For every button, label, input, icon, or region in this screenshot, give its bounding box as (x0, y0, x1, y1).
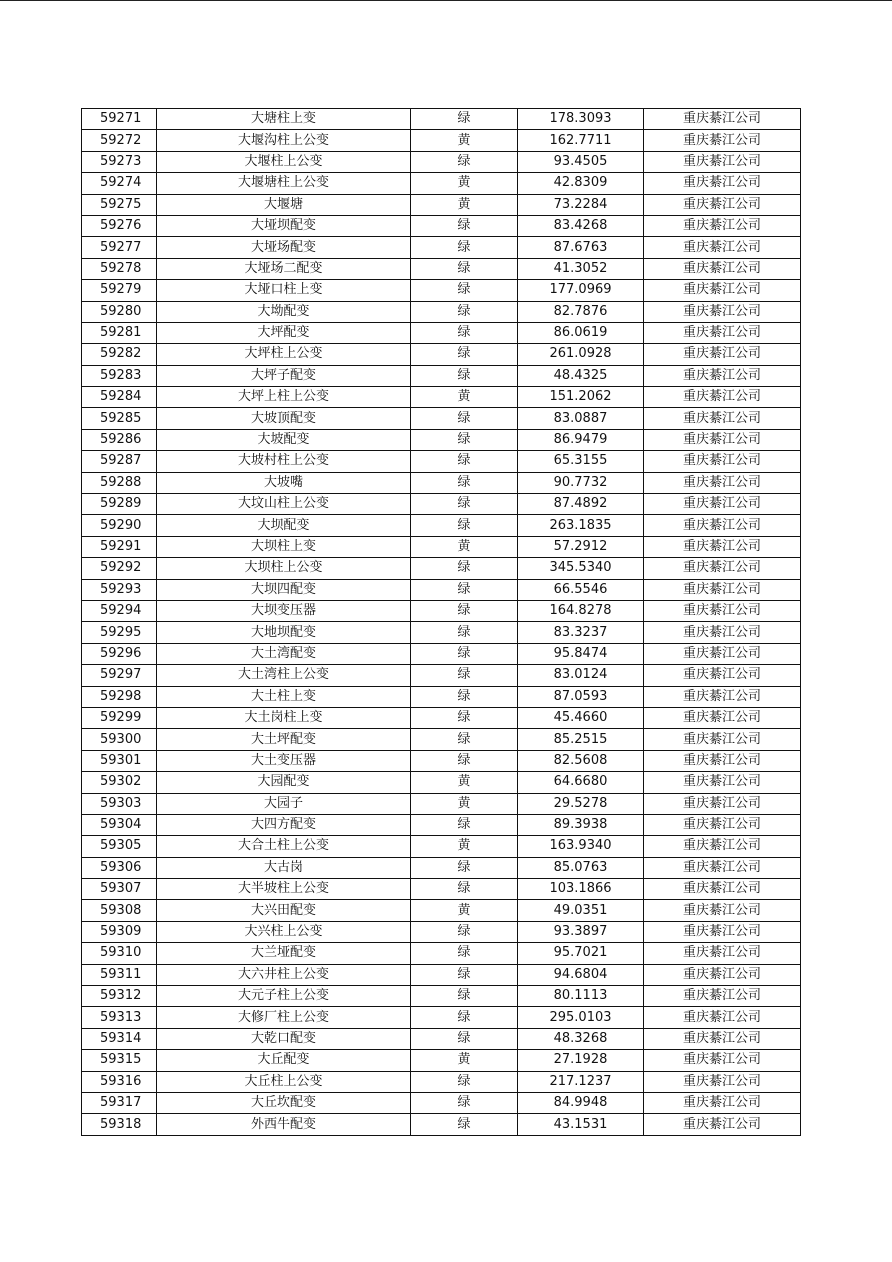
row-id-cell: 59282 (82, 344, 157, 365)
table-row (82, 900, 801, 921)
row-id-cell: 59300 (82, 729, 157, 750)
table-row (82, 365, 801, 386)
company-cell: 重庆綦江公司 (644, 964, 801, 985)
value-cell: 163.9340 (518, 836, 644, 857)
row-id-cell: 59271 (82, 109, 157, 130)
status-color-cell: 绿 (411, 879, 518, 900)
value-cell: 65.3155 (518, 451, 644, 472)
table-row (82, 1071, 801, 1092)
table-row (82, 793, 801, 814)
transformer-name-cell: 大修厂柱上公变 (157, 1007, 411, 1028)
value-cell: 87.0593 (518, 686, 644, 707)
company-cell: 重庆綦江公司 (644, 600, 801, 621)
transformer-name-cell: 大坡嘴 (157, 472, 411, 493)
table-row (82, 879, 801, 900)
transformer-name-cell: 大堰塘 (157, 194, 411, 215)
value-cell: 95.7021 (518, 943, 644, 964)
value-cell: 86.0619 (518, 322, 644, 343)
row-id-cell: 59293 (82, 579, 157, 600)
transformer-name-cell: 大垭场二配变 (157, 258, 411, 279)
transformer-name-cell: 大坡村柱上公变 (157, 451, 411, 472)
table-row (82, 280, 801, 301)
value-cell: 87.6763 (518, 237, 644, 258)
status-color-cell: 绿 (411, 750, 518, 771)
status-color-cell: 绿 (411, 1114, 518, 1135)
transformer-name-cell: 大塘柱上变 (157, 109, 411, 130)
value-cell: 178.3093 (518, 109, 644, 130)
company-cell: 重庆綦江公司 (644, 1071, 801, 1092)
row-id-cell: 59313 (82, 1007, 157, 1028)
table-row (82, 301, 801, 322)
transformer-name-cell: 大园子 (157, 793, 411, 814)
table-row (82, 451, 801, 472)
company-cell: 重庆綦江公司 (644, 879, 801, 900)
value-cell: 82.7876 (518, 301, 644, 322)
status-color-cell: 绿 (411, 600, 518, 621)
value-cell: 93.3897 (518, 921, 644, 942)
transformer-name-cell: 大元子柱上公变 (157, 986, 411, 1007)
row-id-cell: 59289 (82, 494, 157, 515)
transformer-name-cell: 大古岗 (157, 857, 411, 878)
row-id-cell: 59317 (82, 1092, 157, 1113)
table-row (82, 1050, 801, 1071)
company-cell: 重庆綦江公司 (644, 558, 801, 579)
row-id-cell: 59295 (82, 622, 157, 643)
company-cell: 重庆綦江公司 (644, 1007, 801, 1028)
row-id-cell: 59290 (82, 515, 157, 536)
table-row (82, 387, 801, 408)
transformer-name-cell: 大坪配变 (157, 322, 411, 343)
company-cell: 重庆綦江公司 (644, 814, 801, 835)
company-cell: 重庆綦江公司 (644, 750, 801, 771)
row-id-cell: 59309 (82, 921, 157, 942)
row-id-cell: 59283 (82, 365, 157, 386)
status-color-cell: 绿 (411, 151, 518, 172)
transformer-name-cell: 大堰柱上公变 (157, 151, 411, 172)
company-cell: 重庆綦江公司 (644, 429, 801, 450)
value-cell: 83.0887 (518, 408, 644, 429)
status-color-cell: 绿 (411, 301, 518, 322)
transformer-name-cell: 大半坡柱上公变 (157, 879, 411, 900)
status-color-cell: 绿 (411, 472, 518, 493)
row-id-cell: 59286 (82, 429, 157, 450)
company-cell: 重庆綦江公司 (644, 622, 801, 643)
row-id-cell: 59315 (82, 1050, 157, 1071)
row-id-cell: 59284 (82, 387, 157, 408)
table-row (82, 536, 801, 557)
company-cell: 重庆綦江公司 (644, 151, 801, 172)
status-color-cell: 绿 (411, 258, 518, 279)
row-id-cell: 59280 (82, 301, 157, 322)
transformer-name-cell: 大坡配变 (157, 429, 411, 450)
transformer-name-cell: 大坳配变 (157, 301, 411, 322)
status-color-cell: 绿 (411, 1007, 518, 1028)
row-id-cell: 59306 (82, 857, 157, 878)
row-id-cell: 59278 (82, 258, 157, 279)
transformer-name-cell: 大兴田配变 (157, 900, 411, 921)
company-cell: 重庆綦江公司 (644, 237, 801, 258)
transformer-name-cell: 大丘柱上公变 (157, 1071, 411, 1092)
transformer-name-cell: 大坪子配变 (157, 365, 411, 386)
transformer-name-cell: 大土坪配变 (157, 729, 411, 750)
status-color-cell: 黄 (411, 387, 518, 408)
table-row (82, 173, 801, 194)
transformer-name-cell: 大合土柱上公变 (157, 836, 411, 857)
row-id-cell: 59312 (82, 986, 157, 1007)
status-color-cell: 绿 (411, 686, 518, 707)
transformer-name-cell: 大乾口配变 (157, 1028, 411, 1049)
transformer-name-cell: 大土柱上变 (157, 686, 411, 707)
status-color-cell: 绿 (411, 280, 518, 301)
value-cell: 90.7732 (518, 472, 644, 493)
table-row (82, 772, 801, 793)
table-row (82, 322, 801, 343)
table-row (82, 750, 801, 771)
transformer-name-cell: 大土湾配变 (157, 643, 411, 664)
status-color-cell: 绿 (411, 1028, 518, 1049)
table-row (82, 151, 801, 172)
row-id-cell: 59294 (82, 600, 157, 621)
company-cell: 重庆綦江公司 (644, 986, 801, 1007)
value-cell: 84.9948 (518, 1092, 644, 1113)
row-id-cell: 59311 (82, 964, 157, 985)
company-cell: 重庆綦江公司 (644, 536, 801, 557)
transformer-name-cell: 大六井柱上公变 (157, 964, 411, 985)
table-row (82, 665, 801, 686)
value-cell: 87.4892 (518, 494, 644, 515)
status-color-cell: 绿 (411, 707, 518, 728)
company-cell: 重庆綦江公司 (644, 1050, 801, 1071)
status-color-cell: 绿 (411, 365, 518, 386)
table-row (82, 408, 801, 429)
company-cell: 重庆綦江公司 (644, 943, 801, 964)
row-id-cell: 59310 (82, 943, 157, 964)
table-row (82, 344, 801, 365)
transformer-name-cell: 大坪上柱上公变 (157, 387, 411, 408)
table-row (82, 622, 801, 643)
status-color-cell: 绿 (411, 964, 518, 985)
table-row (82, 515, 801, 536)
table-row (82, 943, 801, 964)
value-cell: 151.2062 (518, 387, 644, 408)
transformer-name-cell: 大丘坎配变 (157, 1092, 411, 1113)
value-cell: 29.5278 (518, 793, 644, 814)
status-color-cell: 绿 (411, 622, 518, 643)
table-row (82, 258, 801, 279)
transformer-name-cell: 大土岗柱上变 (157, 707, 411, 728)
status-color-cell: 绿 (411, 814, 518, 835)
table-row (82, 707, 801, 728)
status-color-cell: 黄 (411, 900, 518, 921)
value-cell: 263.1835 (518, 515, 644, 536)
table-row (82, 729, 801, 750)
status-color-cell: 绿 (411, 451, 518, 472)
value-cell: 95.8474 (518, 643, 644, 664)
value-cell: 42.8309 (518, 173, 644, 194)
row-id-cell: 59296 (82, 643, 157, 664)
status-color-cell: 绿 (411, 729, 518, 750)
value-cell: 41.3052 (518, 258, 644, 279)
company-cell: 重庆綦江公司 (644, 173, 801, 194)
table-row (82, 1114, 801, 1135)
value-cell: 85.2515 (518, 729, 644, 750)
company-cell: 重庆綦江公司 (644, 1028, 801, 1049)
value-cell: 73.2284 (518, 194, 644, 215)
row-id-cell: 59272 (82, 130, 157, 151)
table-row (82, 986, 801, 1007)
value-cell: 66.5546 (518, 579, 644, 600)
status-color-cell: 绿 (411, 109, 518, 130)
table-body (82, 109, 801, 1136)
status-color-cell: 绿 (411, 322, 518, 343)
page-top-border (0, 0, 892, 1)
transformer-name-cell: 大堰塘柱上公变 (157, 173, 411, 194)
transformer-name-cell: 大土变压器 (157, 750, 411, 771)
status-color-cell: 黄 (411, 836, 518, 857)
value-cell: 83.0124 (518, 665, 644, 686)
table-row (82, 494, 801, 515)
status-color-cell: 绿 (411, 215, 518, 236)
table-row (82, 558, 801, 579)
value-cell: 83.4268 (518, 215, 644, 236)
status-color-cell: 绿 (411, 857, 518, 878)
company-cell: 重庆綦江公司 (644, 1092, 801, 1113)
value-cell: 27.1928 (518, 1050, 644, 1071)
status-color-cell: 黄 (411, 130, 518, 151)
status-color-cell: 绿 (411, 921, 518, 942)
row-id-cell: 59314 (82, 1028, 157, 1049)
table-row (82, 194, 801, 215)
transformer-name-cell: 大坟山柱上公变 (157, 494, 411, 515)
row-id-cell: 59292 (82, 558, 157, 579)
table-row (82, 836, 801, 857)
row-id-cell: 59281 (82, 322, 157, 343)
row-id-cell: 59288 (82, 472, 157, 493)
value-cell: 177.0969 (518, 280, 644, 301)
status-color-cell: 绿 (411, 643, 518, 664)
status-color-cell: 黄 (411, 194, 518, 215)
transformer-name-cell: 大垭场配变 (157, 237, 411, 258)
table-row (82, 215, 801, 236)
value-cell: 43.1531 (518, 1114, 644, 1135)
value-cell: 57.2912 (518, 536, 644, 557)
status-color-cell: 黄 (411, 173, 518, 194)
value-cell: 164.8278 (518, 600, 644, 621)
row-id-cell: 59305 (82, 836, 157, 857)
value-cell: 64.6680 (518, 772, 644, 793)
row-id-cell: 59304 (82, 814, 157, 835)
value-cell: 217.1237 (518, 1071, 644, 1092)
row-id-cell: 59316 (82, 1071, 157, 1092)
transformer-name-cell: 大兰垭配变 (157, 943, 411, 964)
row-id-cell: 59302 (82, 772, 157, 793)
company-cell: 重庆綦江公司 (644, 258, 801, 279)
value-cell: 48.3268 (518, 1028, 644, 1049)
company-cell: 重庆綦江公司 (644, 344, 801, 365)
row-id-cell: 59279 (82, 280, 157, 301)
row-id-cell: 59299 (82, 707, 157, 728)
table-row (82, 1092, 801, 1113)
table-row (82, 579, 801, 600)
company-cell: 重庆綦江公司 (644, 665, 801, 686)
status-color-cell: 黄 (411, 1050, 518, 1071)
table-row (82, 1007, 801, 1028)
company-cell: 重庆綦江公司 (644, 643, 801, 664)
table-row (82, 814, 801, 835)
row-id-cell: 59276 (82, 215, 157, 236)
company-cell: 重庆綦江公司 (644, 579, 801, 600)
value-cell: 80.1113 (518, 986, 644, 1007)
transformer-name-cell: 大垭坝配变 (157, 215, 411, 236)
transformer-name-cell: 大丘配变 (157, 1050, 411, 1071)
table-row (82, 1028, 801, 1049)
data-table (81, 108, 801, 1136)
status-color-cell: 绿 (411, 408, 518, 429)
transformer-name-cell: 大四方配变 (157, 814, 411, 835)
row-id-cell: 59285 (82, 408, 157, 429)
table-row (82, 921, 801, 942)
company-cell: 重庆綦江公司 (644, 408, 801, 429)
row-id-cell: 59301 (82, 750, 157, 771)
company-cell: 重庆綦江公司 (644, 387, 801, 408)
company-cell: 重庆綦江公司 (644, 1114, 801, 1135)
value-cell: 162.7711 (518, 130, 644, 151)
table-row (82, 643, 801, 664)
status-color-cell: 绿 (411, 515, 518, 536)
value-cell: 93.4505 (518, 151, 644, 172)
company-cell: 重庆綦江公司 (644, 686, 801, 707)
status-color-cell: 绿 (411, 429, 518, 450)
transformer-name-cell: 大堰沟柱上公变 (157, 130, 411, 151)
row-id-cell: 59274 (82, 173, 157, 194)
company-cell: 重庆綦江公司 (644, 301, 801, 322)
transformer-name-cell: 大坝柱上公变 (157, 558, 411, 579)
transformer-name-cell: 大园配变 (157, 772, 411, 793)
company-cell: 重庆綦江公司 (644, 280, 801, 301)
row-id-cell: 59308 (82, 900, 157, 921)
value-cell: 103.1866 (518, 879, 644, 900)
table-row (82, 964, 801, 985)
transformer-name-cell: 大坝变压器 (157, 600, 411, 621)
company-cell: 重庆綦江公司 (644, 451, 801, 472)
value-cell: 86.9479 (518, 429, 644, 450)
company-cell: 重庆綦江公司 (644, 109, 801, 130)
status-color-cell: 绿 (411, 579, 518, 600)
company-cell: 重庆綦江公司 (644, 793, 801, 814)
status-color-cell: 绿 (411, 344, 518, 365)
status-color-cell: 黄 (411, 793, 518, 814)
value-cell: 261.0928 (518, 344, 644, 365)
value-cell: 49.0351 (518, 900, 644, 921)
transformer-name-cell: 外西牛配变 (157, 1114, 411, 1135)
row-id-cell: 59298 (82, 686, 157, 707)
company-cell: 重庆綦江公司 (644, 729, 801, 750)
row-id-cell: 59273 (82, 151, 157, 172)
value-cell: 89.3938 (518, 814, 644, 835)
status-color-cell: 绿 (411, 665, 518, 686)
table-row (82, 429, 801, 450)
status-color-cell: 绿 (411, 986, 518, 1007)
status-color-cell: 绿 (411, 1092, 518, 1113)
row-id-cell: 59277 (82, 237, 157, 258)
company-cell: 重庆綦江公司 (644, 365, 801, 386)
transformer-name-cell: 大兴柱上公变 (157, 921, 411, 942)
transformer-name-cell: 大坡顶配变 (157, 408, 411, 429)
company-cell: 重庆綦江公司 (644, 515, 801, 536)
value-cell: 45.4660 (518, 707, 644, 728)
value-cell: 94.6804 (518, 964, 644, 985)
company-cell: 重庆綦江公司 (644, 130, 801, 151)
transformer-name-cell: 大坝柱上变 (157, 536, 411, 557)
company-cell: 重庆綦江公司 (644, 472, 801, 493)
company-cell: 重庆綦江公司 (644, 900, 801, 921)
table-row (82, 857, 801, 878)
table-row (82, 109, 801, 130)
row-id-cell: 59287 (82, 451, 157, 472)
value-cell: 85.0763 (518, 857, 644, 878)
row-id-cell: 59318 (82, 1114, 157, 1135)
company-cell: 重庆綦江公司 (644, 772, 801, 793)
company-cell: 重庆綦江公司 (644, 836, 801, 857)
value-cell: 82.5608 (518, 750, 644, 771)
status-color-cell: 黄 (411, 536, 518, 557)
row-id-cell: 59291 (82, 536, 157, 557)
company-cell: 重庆綦江公司 (644, 857, 801, 878)
table-row (82, 472, 801, 493)
company-cell: 重庆綦江公司 (644, 707, 801, 728)
value-cell: 295.0103 (518, 1007, 644, 1028)
value-cell: 83.3237 (518, 622, 644, 643)
row-id-cell: 59303 (82, 793, 157, 814)
company-cell: 重庆綦江公司 (644, 494, 801, 515)
company-cell: 重庆綦江公司 (644, 322, 801, 343)
row-id-cell: 59275 (82, 194, 157, 215)
table-row (82, 600, 801, 621)
status-color-cell: 绿 (411, 237, 518, 258)
transformer-name-cell: 大坪柱上公变 (157, 344, 411, 365)
value-cell: 48.4325 (518, 365, 644, 386)
company-cell: 重庆綦江公司 (644, 194, 801, 215)
table-row (82, 686, 801, 707)
row-id-cell: 59307 (82, 879, 157, 900)
transformer-name-cell: 大土湾柱上公变 (157, 665, 411, 686)
status-color-cell: 绿 (411, 943, 518, 964)
transformer-name-cell: 大垭口柱上变 (157, 280, 411, 301)
table-row (82, 130, 801, 151)
status-color-cell: 黄 (411, 772, 518, 793)
status-color-cell: 绿 (411, 558, 518, 579)
transformer-name-cell: 大坝配变 (157, 515, 411, 536)
status-color-cell: 绿 (411, 494, 518, 515)
company-cell: 重庆綦江公司 (644, 215, 801, 236)
transformer-name-cell: 大坝四配变 (157, 579, 411, 600)
transformer-name-cell: 大地坝配变 (157, 622, 411, 643)
row-id-cell: 59297 (82, 665, 157, 686)
table-row (82, 237, 801, 258)
value-cell: 345.5340 (518, 558, 644, 579)
company-cell: 重庆綦江公司 (644, 921, 801, 942)
status-color-cell: 绿 (411, 1071, 518, 1092)
